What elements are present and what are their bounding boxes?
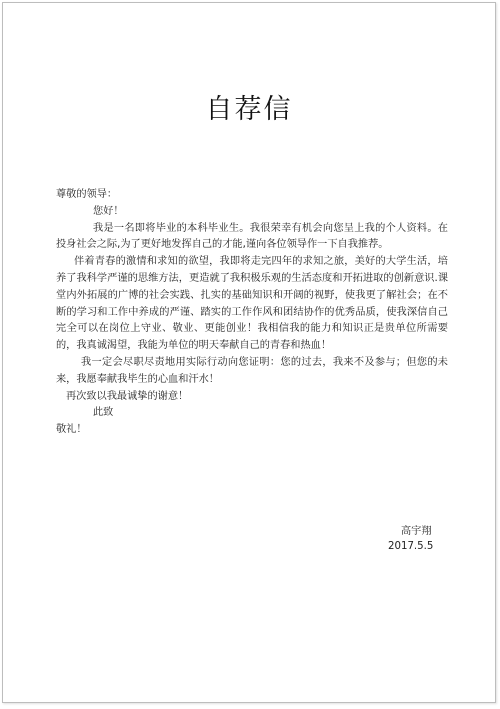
paragraph-3: 我一定会尽职尽责地用实际行动向您证明：您的过去，我来不及参与；但您的未来，我愿奉献我毕生的心血和汗水！	[56, 356, 448, 385]
thanks-line: 再次致以我最诚挚的谢意！	[66, 390, 189, 402]
closing-ci-zhi: 此致	[93, 407, 114, 419]
page-title: 自荐信	[205, 94, 293, 125]
letter-page	[2, 2, 496, 703]
paragraph-1: 我是一名即将毕业的本科毕业生。我很荣幸有机会向您呈上我的个人资料。在投身社会之际,为了更好地发挥自己的才能,谨向各位领导作一下自我推荐。	[56, 222, 448, 251]
salutation: 尊敬的领导：	[56, 189, 118, 200]
closing-jing-li: 敬礼！	[56, 424, 87, 436]
signature-name: 高宇翔	[401, 526, 432, 537]
letter-body	[56, 187, 448, 439]
paragraph-2: 伴着青春的激情和求知的欲望，我即将走完四年的求知之旅，美好的大学生活，培养了我科学严谨的思维方法，更造就了我积极乐观的生活态度和开拓进取的创新意识.课堂内外拓展的广博的社会实践、扎实的基础知识和开阔的视野，使我更了解社会；在不断的学习和工作中养成的严谨、踏实的工作作风和团结协作的优秀品质，使我深信自己完全可以在岗位上守业、敬业、更能创业！我相信我的能力和知识正是贵单位所需要的，我真诚渴望，我能为单位的明天奉献自己的青春和热血！	[56, 256, 448, 352]
greeting: 您好！	[93, 205, 124, 217]
signature-date: 2017.5.5	[388, 541, 434, 552]
